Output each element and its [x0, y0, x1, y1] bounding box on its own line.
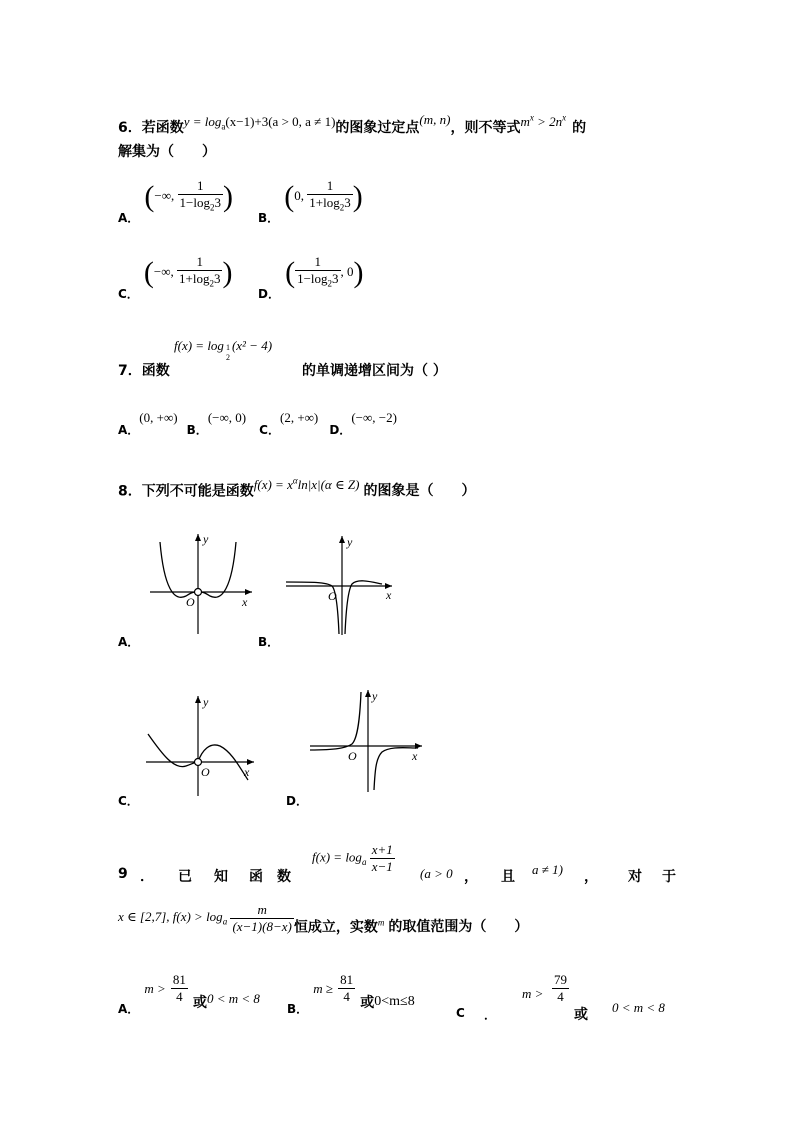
- q8-d-axis-x: x: [412, 749, 418, 763]
- q8-a-origin: O: [186, 595, 195, 609]
- q6-option-a-value: (−∞, $\frac{1}{1-\log_23}$ ): [144, 178, 233, 213]
- q8-a-axis-x: x: [242, 595, 248, 609]
- q6-option-c-value: (−∞, $\frac{1}{1+\log_23}$ ): [143, 254, 233, 289]
- q8-d-axis-y: y: [372, 689, 378, 703]
- q8-option-d-label[interactable]: D．: [286, 794, 308, 808]
- q7-options: [118, 410, 397, 438]
- q7-option-b[interactable]: $_{B.}^{(-\infty, 0)}$: [186, 410, 247, 437]
- q8-graph-a: [140, 528, 260, 640]
- q8-line1: [118, 476, 475, 500]
- q8-b-axis-x: x: [386, 588, 392, 602]
- q8-d-origin: O: [348, 749, 357, 763]
- q9-line2: x ∈ [2,7], $f(x) > \log_a$ $\frac{m}{(x-1)(8-x)}$ 恒成立，实数$_m$ 的取值范围为（ ）: [118, 902, 529, 936]
- q8-c-axis-x: x: [244, 765, 250, 779]
- q6-text-mid: 的图象过定点: [335, 120, 420, 136]
- q8-graph-b: [282, 530, 402, 640]
- q9-condition-formula: x ∈ [2,7], $f(x) > \log_a$ $\frac{m}{(x-1)(8-x)}$: [118, 902, 292, 934]
- q9-formula: $f(x) = \log_a$ $\frac{x+1}{x-1}$: [312, 842, 393, 874]
- q8-number: 8．下列不可能是函数: [118, 483, 254, 500]
- q8-b-axis-y: y: [347, 535, 353, 549]
- q6-text-end: 的: [572, 120, 587, 136]
- q9-cond1: (a > 0: [420, 866, 453, 881]
- q7-option-a[interactable]: $_{A.}^{(0, +\infty)}$: [118, 410, 178, 437]
- q6-option-d-value: ( $\frac{1}{1-\log_23}$ , 0): [285, 254, 364, 289]
- q6-option-b-value: (0, $\frac{1}{1+\log_23}$ ): [284, 178, 363, 213]
- q7-number: 7．函数: [118, 363, 170, 379]
- q6-option-c[interactable]: [118, 254, 232, 302]
- q8-text: 的图象是（ ）: [363, 483, 476, 500]
- q9-cond2: a ≠ 1): [532, 862, 563, 877]
- q6-formula: $y = \log_a(x-1)+3(a > 0$, a ≠ 1): [183, 114, 336, 132]
- q8-a-axis-y: y: [203, 532, 209, 546]
- q8-formula: $f(x) = x^\alpha\ln|x|(\alpha$ ∈ Z): [253, 476, 360, 493]
- q8-option-c-label[interactable]: C．: [118, 794, 139, 808]
- q6-number: 6．若函数: [118, 120, 184, 136]
- q6-line1: [118, 112, 586, 137]
- q8-b-origin: O: [328, 589, 337, 603]
- q7-option-c[interactable]: $_{C.}^{(2, +\infty)}$: [259, 410, 319, 437]
- q6-point: (m, n): [419, 112, 451, 127]
- q7-formula: f(x) = log 1 2 (x² − 4): [174, 338, 273, 362]
- q9-option-b[interactable]: $_{B.}$ m ≥ $\frac{81}{4}$ 或0<m≤8: [287, 972, 415, 1016]
- q8-option-a-label[interactable]: A．: [118, 635, 140, 649]
- q9-option-a[interactable]: $_{A.}$ m > $\frac{81}{4}$ 或$_{0 < m < 8}$: [118, 972, 260, 1016]
- q6-option-b[interactable]: [258, 178, 363, 226]
- q9-number: 9: [118, 866, 128, 882]
- q6-line2: 解集为（ ）: [118, 144, 216, 160]
- q7-option-d[interactable]: $_{D.}^{(-\infty, -2)}$: [329, 410, 397, 437]
- q6-option-d-label: D．: [258, 286, 280, 301]
- q9-line2-end: 的取值范围为（ ）: [388, 919, 529, 936]
- q6-option-d[interactable]: [258, 254, 364, 302]
- q6-option-c-label: C．: [118, 286, 139, 301]
- q8-c-origin: O: [201, 765, 210, 779]
- q7-text: 的单调递增区间为（ ）: [302, 363, 447, 379]
- q8-c-axis-y: y: [203, 695, 209, 709]
- q8-graph-d: [306, 686, 428, 796]
- q6-option-a[interactable]: [118, 178, 233, 226]
- q6-option-a-label: A．: [118, 210, 140, 225]
- q8-option-b-label[interactable]: B．: [258, 635, 280, 649]
- q9-line2-text: 恒成立，实数: [293, 919, 378, 936]
- q6-text-mid2: ，则不等式: [450, 120, 521, 136]
- q8-graph-c: [140, 690, 262, 800]
- q6-option-b-label: B．: [258, 210, 280, 225]
- q6-inequality: $m^x > 2n^x$: [520, 112, 567, 129]
